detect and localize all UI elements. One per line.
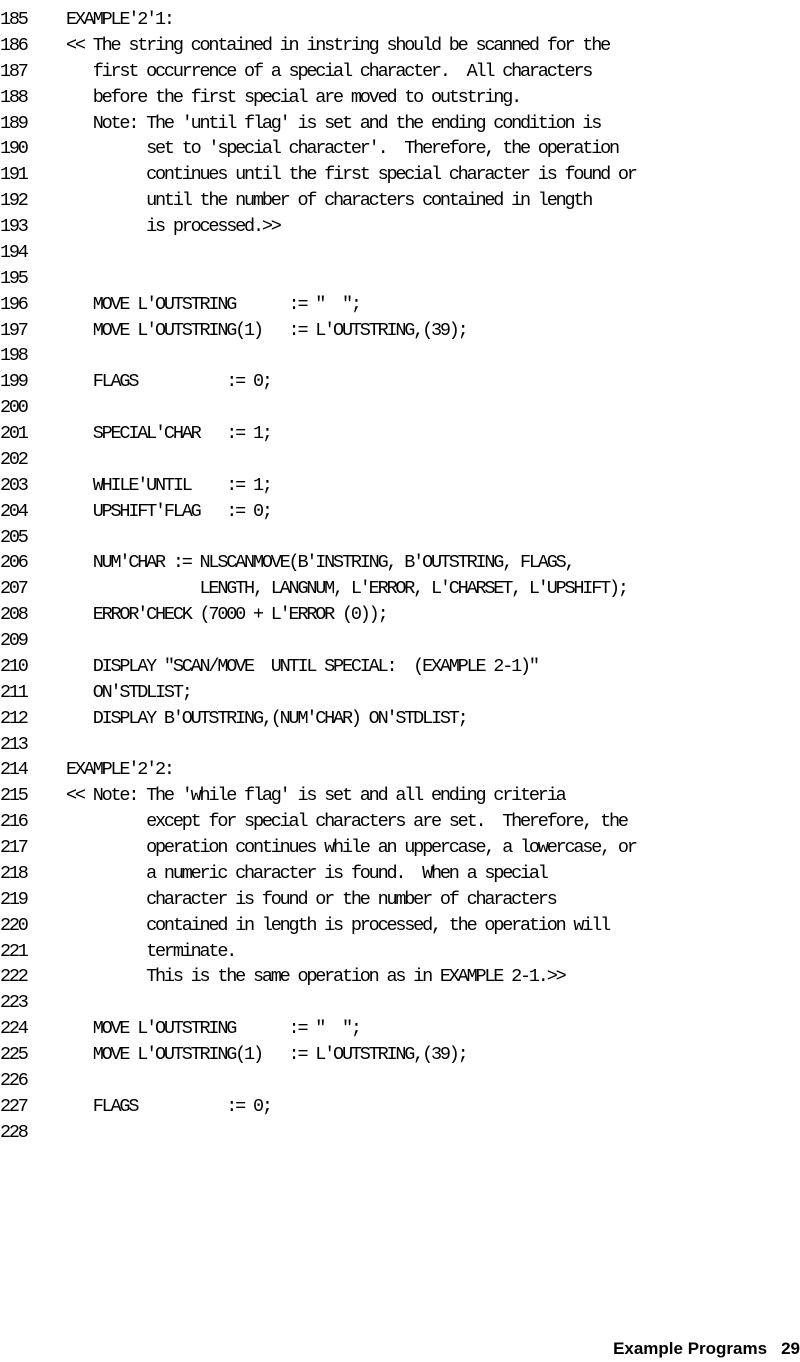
line-number: 214 [0, 759, 27, 781]
code-line [0, 990, 636, 1016]
line-number: 212 [0, 707, 27, 729]
line-number: 197 [0, 319, 27, 341]
code-line [0, 214, 636, 240]
line-number: 216 [0, 811, 27, 833]
code-line [0, 913, 636, 939]
code-line [0, 783, 636, 809]
code-line [0, 887, 636, 913]
line-number: 211 [0, 681, 27, 703]
line-text: SPECIAL'CHAR := 1; [66, 423, 271, 444]
line-number: 209 [0, 630, 27, 651]
line-number: 219 [0, 888, 27, 910]
line-number: 220 [0, 914, 27, 936]
code-line [0, 59, 636, 85]
line-number: 228 [0, 1121, 27, 1143]
line-number: 222 [0, 966, 27, 988]
code-line [0, 628, 636, 654]
code-line [0, 499, 636, 525]
line-number: 190 [0, 138, 27, 160]
code-line [0, 421, 636, 447]
footer-title: Example Programs [613, 1339, 768, 1358]
line-number: 221 [0, 940, 27, 962]
code-line [0, 939, 636, 965]
line-text: FLAGS := 0; [66, 371, 271, 393]
code-line [0, 162, 636, 188]
code-line [0, 7, 636, 33]
line-text: << Note: The 'while flag' is set and all ending criteria [66, 785, 565, 807]
code-line [0, 1094, 636, 1120]
line-text: DISPLAY B'OUTSTRING,(NUM'CHAR) ON'STDLIST; [66, 707, 467, 729]
line-number: 207 [0, 578, 27, 600]
line-number: 224 [0, 1018, 27, 1040]
code-line [0, 395, 636, 421]
line-text: Note: The 'until flag' is set and the ending condition is [66, 112, 601, 134]
line-number: 208 [0, 604, 27, 626]
line-text: operation continues while an uppercase, a lowercase, or [66, 837, 636, 858]
line-text: MOVE L'OUTSTRING := " "; [66, 293, 360, 315]
line-number: 217 [0, 837, 27, 858]
line-number: 225 [0, 1044, 27, 1065]
code-line [0, 1068, 636, 1094]
line-number: 194 [0, 241, 27, 263]
line-number: 187 [0, 60, 27, 82]
line-text: character is found or the number of characters [66, 888, 556, 910]
code-line [0, 576, 636, 602]
line-number: 199 [0, 371, 27, 393]
line-number: 223 [0, 992, 27, 1014]
line-text: until the number of characters contained in length [66, 190, 592, 212]
code-line [0, 318, 636, 344]
line-text: MOVE L'OUTSTRING(1) := L'OUTSTRING,(39); [66, 319, 467, 341]
line-number: 204 [0, 500, 27, 522]
line-number: 210 [0, 655, 27, 677]
code-line [0, 732, 636, 758]
code-line [0, 111, 636, 137]
line-text: is processed.>> [66, 216, 280, 237]
code-line [0, 343, 636, 369]
line-text: FLAGS := 0; [66, 1095, 271, 1117]
code-line [0, 473, 636, 499]
line-number: 203 [0, 474, 27, 496]
line-text: MOVE L'OUTSTRING := " "; [66, 1018, 360, 1040]
line-text: ON'STDLIST; [66, 681, 191, 703]
line-text: UPSHIFT'FLAG := 0; [66, 500, 271, 522]
line-text: first occurrence of a special character. All characters [66, 60, 592, 82]
line-number: 191 [0, 164, 27, 186]
line-text: contained in length is processed, the operation will [66, 914, 610, 936]
code-line [0, 525, 636, 551]
line-number: 226 [0, 1069, 27, 1091]
code-line [0, 136, 636, 162]
line-text: MOVE L'OUTSTRING(1) := L'OUTSTRING,(39); [66, 1044, 467, 1065]
code-line [0, 706, 636, 732]
code-line [0, 1016, 636, 1042]
line-number: 227 [0, 1095, 27, 1117]
line-number: 189 [0, 112, 27, 134]
code-line [0, 680, 636, 706]
code-line [0, 240, 636, 266]
code-line [0, 654, 636, 680]
line-number: 213 [0, 733, 27, 755]
page-footer [613, 1339, 800, 1359]
line-text: LENGTH, LANGNUM, L'ERROR, L'CHARSET, L'UPSHIFT); [66, 578, 627, 600]
code-line [0, 33, 636, 59]
code-line [0, 964, 636, 990]
line-number: 192 [0, 190, 27, 212]
code-line [0, 85, 636, 111]
line-text: WHILE'UNTIL := 1; [66, 474, 271, 496]
code-line [0, 757, 636, 783]
line-number: 196 [0, 293, 27, 315]
line-text: NUM'CHAR := NLSCANMOVE(B'INSTRING, B'OUTSTRING, FLAGS, [66, 552, 574, 574]
line-number: 185 [0, 9, 27, 30]
code-line [0, 835, 636, 861]
line-text: terminate. [66, 940, 236, 962]
line-text: a numeric character is found. When a special [66, 862, 547, 884]
line-number: 206 [0, 552, 27, 574]
line-number: 218 [0, 862, 27, 884]
line-text: before the first special are moved to outstring. [66, 86, 520, 108]
code-line [0, 188, 636, 214]
line-text: This is the same operation as in EXAMPLE 2-1.>> [66, 966, 565, 988]
code-line [0, 447, 636, 473]
line-number: 198 [0, 345, 27, 367]
line-number: 188 [0, 86, 27, 108]
line-text: except for special characters are set. Therefore, the [66, 811, 627, 833]
code-line [0, 602, 636, 628]
code-line [0, 550, 636, 576]
line-number: 195 [0, 267, 27, 289]
code-listing [0, 9, 636, 1159]
page-number: 29 [781, 1339, 800, 1358]
line-number: 202 [0, 448, 27, 470]
line-text: EXAMPLE'2'1: [66, 9, 173, 30]
line-number: 186 [0, 34, 27, 56]
line-text: ERROR'CHECK (7000 + L'ERROR (0)); [66, 604, 387, 626]
line-number: 201 [0, 423, 27, 444]
line-text: << The string contained in instring should be scanned for the [66, 34, 610, 56]
line-text: set to 'special character'. Therefore, the operation [66, 138, 618, 160]
code-line [0, 369, 636, 395]
line-number: 193 [0, 216, 27, 237]
code-line [0, 1120, 636, 1146]
code-line [0, 266, 636, 292]
code-line [0, 292, 636, 318]
line-number: 215 [0, 785, 27, 807]
line-text: DISPLAY "SCAN/MOVE UNTIL SPECIAL: (EXAMPLE 2-1)" [66, 655, 538, 677]
code-line [0, 861, 636, 887]
line-number: 205 [0, 526, 27, 548]
code-line [0, 809, 636, 835]
line-text: EXAMPLE'2'2: [66, 759, 173, 781]
code-line [0, 1042, 636, 1068]
line-number: 200 [0, 397, 27, 419]
line-text: continues until the first special character is found or [66, 164, 636, 186]
